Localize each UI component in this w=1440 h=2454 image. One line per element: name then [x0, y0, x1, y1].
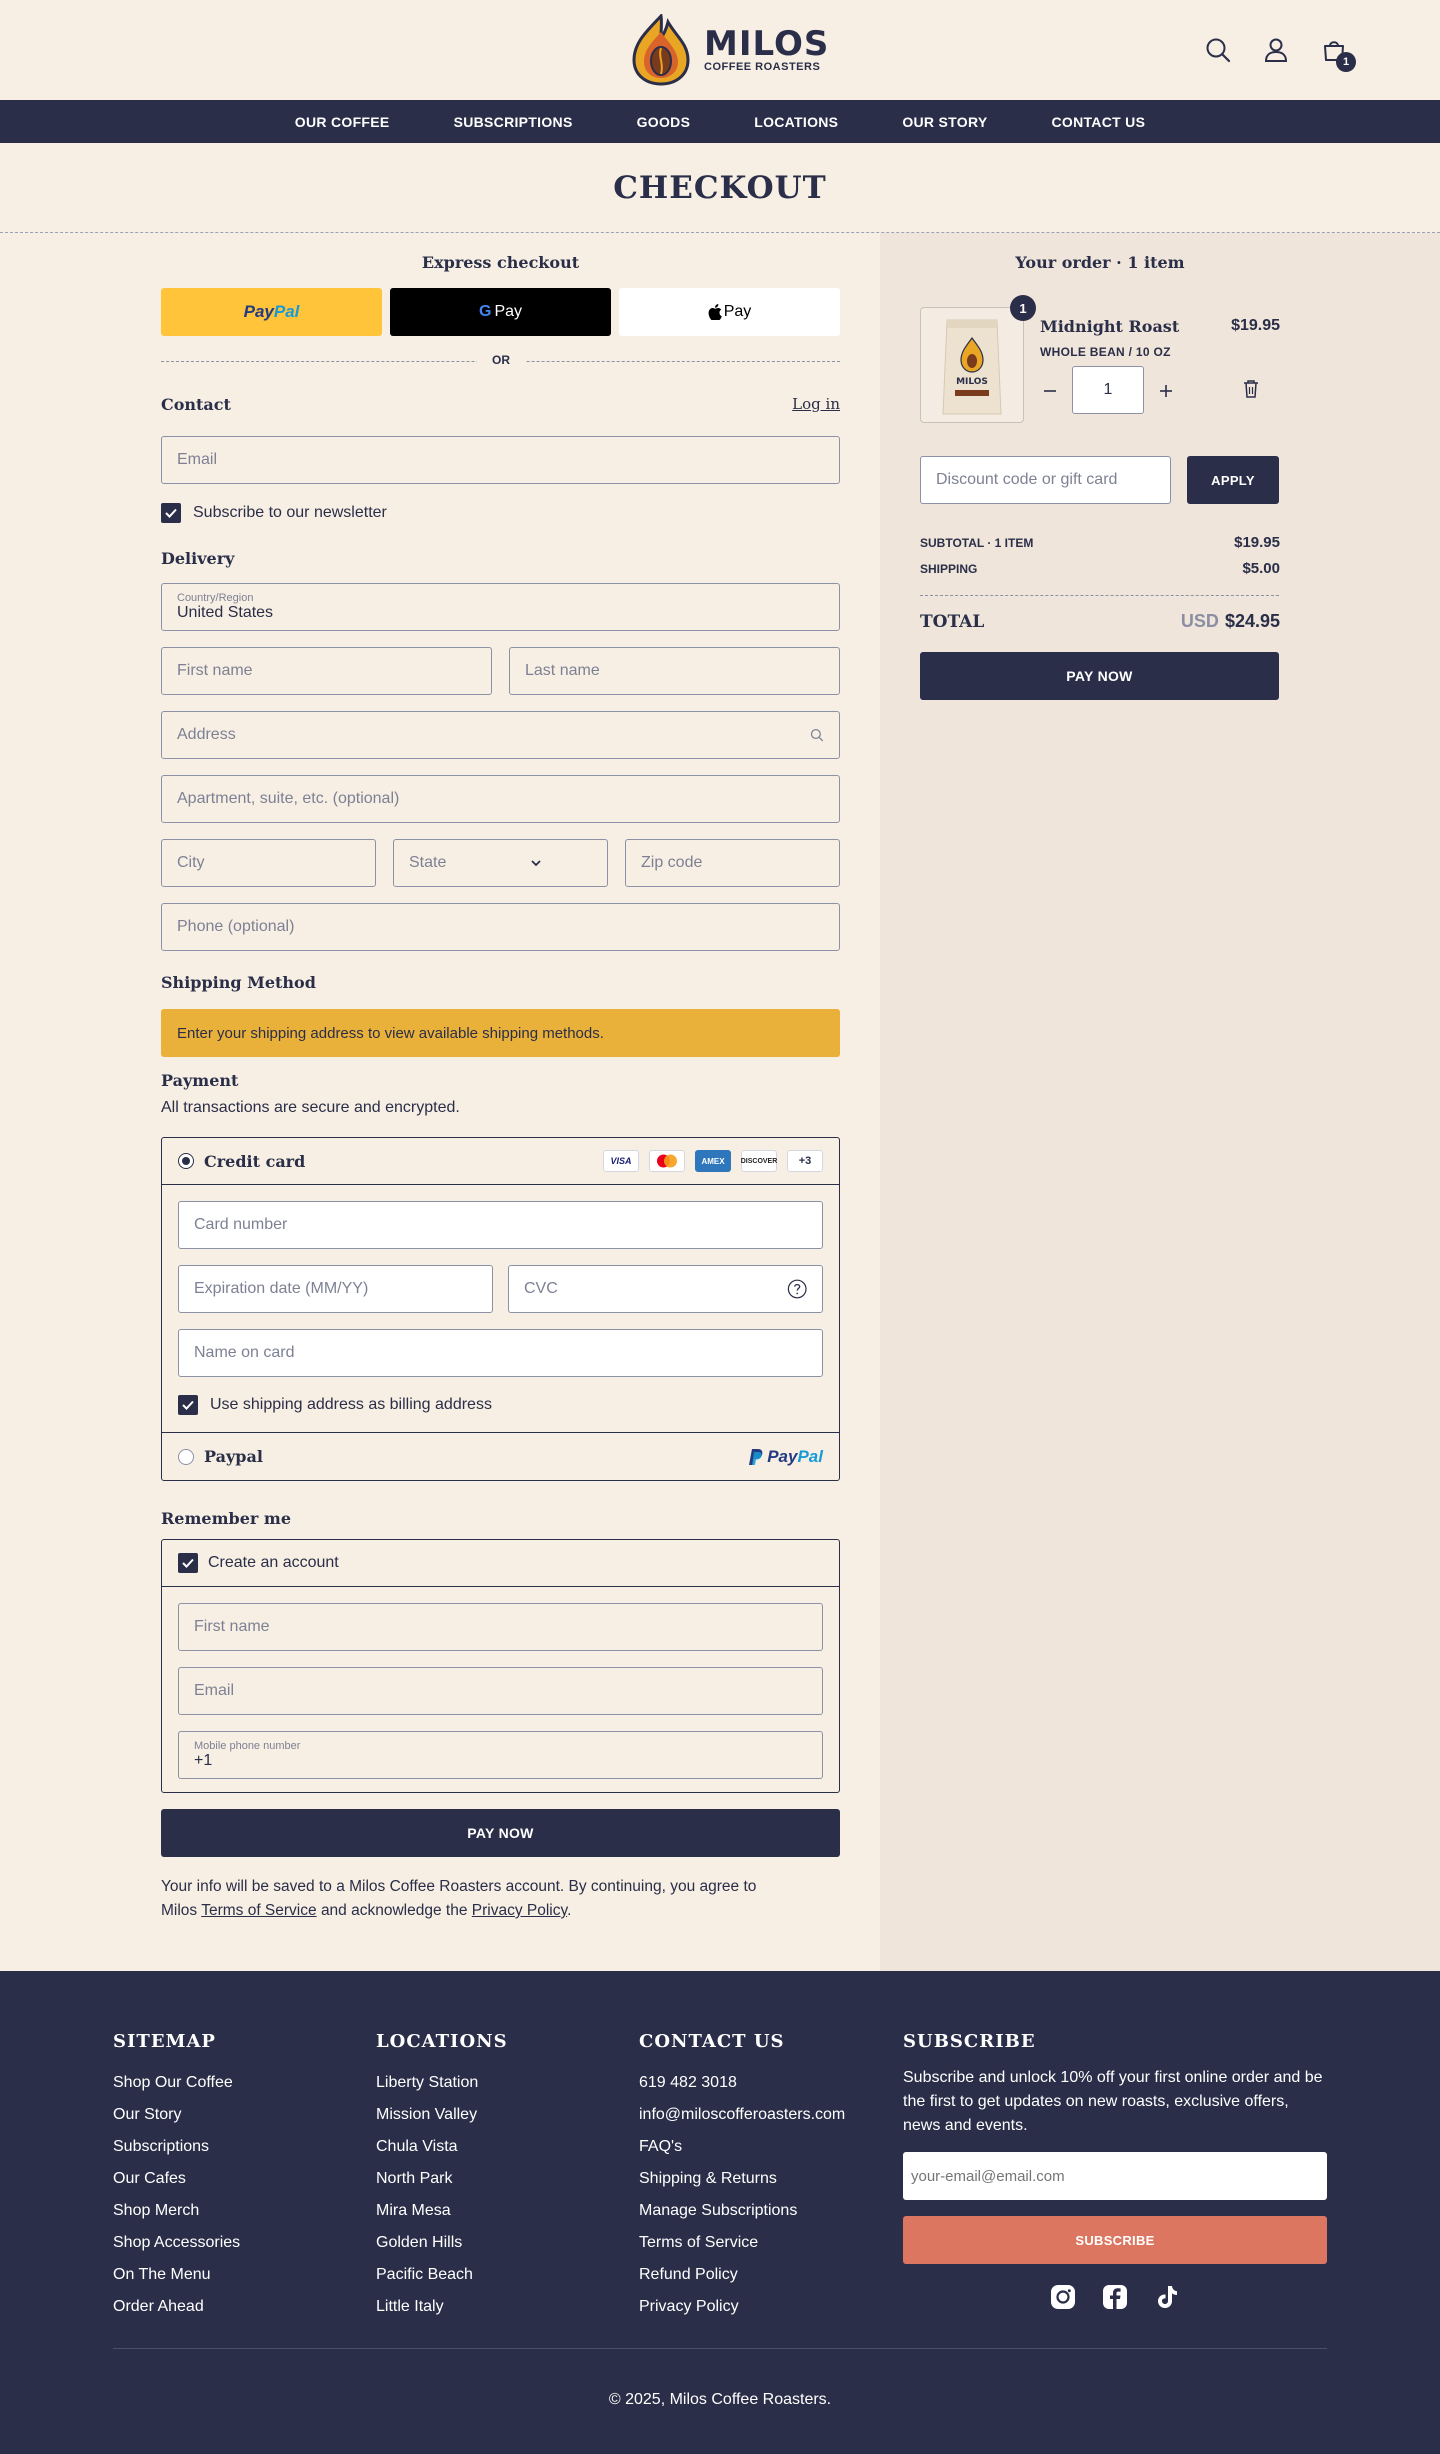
phone-input[interactable] — [177, 918, 824, 936]
paypal-radio[interactable] — [178, 1449, 194, 1465]
phone-field[interactable] — [161, 903, 840, 951]
remember-me-box — [161, 1539, 840, 1793]
minus-icon — [1042, 383, 1058, 399]
credit-card-label: Credit card — [204, 1151, 306, 1171]
footer-link[interactable]: Privacy Policy — [639, 2298, 739, 2315]
footer-copyright: © 2025, Milos Coffee Roasters. — [608, 2391, 832, 2408]
topbar — [0, 0, 1440, 100]
email-input[interactable] — [177, 451, 824, 469]
total-currency: USD — [1180, 611, 1219, 631]
remove-item-button[interactable] — [1242, 379, 1262, 401]
footer-link[interactable]: Mira Mesa — [376, 2202, 451, 2219]
total-label: TOTAL — [920, 612, 985, 632]
cart-icon[interactable] — [1320, 36, 1350, 68]
totals-divider — [920, 595, 1279, 596]
apple-icon — [708, 304, 722, 320]
first-name-field[interactable] — [161, 647, 492, 695]
coffee-bag-image — [921, 308, 1023, 422]
discover-icon: DISCOVER — [741, 1150, 777, 1172]
order-title: Your order · 1 item — [1015, 253, 1185, 272]
summary-pay-now-button[interactable]: PAY NOW — [920, 652, 1279, 700]
payment-title: Payment — [161, 1071, 239, 1090]
billing-same-label: Use shipping address as billing address — [210, 1396, 492, 1413]
pay-now-button[interactable]: PAY NOW — [161, 1809, 840, 1857]
city-field[interactable] — [161, 839, 376, 887]
shipping-method-title: Shipping Method — [161, 973, 316, 992]
nav-goods[interactable]: GOODS — [636, 113, 691, 130]
terms-link[interactable]: Terms of Service — [201, 1902, 317, 1919]
zip-input[interactable] — [641, 854, 824, 872]
total-value: $24.95 — [1224, 611, 1280, 631]
first-name-input[interactable] — [177, 662, 476, 680]
create-account-checkbox[interactable] — [178, 1553, 198, 1573]
payment-methods-box — [161, 1137, 840, 1481]
footer-email-input[interactable] — [911, 2168, 1319, 2185]
item-price: $19.95 — [1231, 317, 1280, 334]
paypal-p-icon — [748, 1448, 764, 1466]
order-summary — [880, 233, 1440, 1971]
footer-locations-title: LOCATIONS — [376, 2031, 508, 2052]
address-search-icon — [810, 728, 824, 742]
amex-icon: AMEX — [695, 1150, 731, 1172]
apartment-field[interactable] — [161, 775, 840, 823]
account-email-input[interactable] — [194, 1682, 807, 1700]
legal-notice — [161, 1875, 801, 1923]
logo-flame-icon — [628, 14, 694, 86]
account-icon[interactable] — [1262, 36, 1290, 64]
cvc-help-icon[interactable] — [787, 1278, 807, 1300]
legal-text-1: Your info will be saved to a Milos Coffee Roasters account. By continuing, you agree to — [161, 1878, 757, 1895]
social-links — [903, 2284, 1327, 2315]
trash-icon — [1242, 379, 1260, 399]
search-icon[interactable] — [1204, 36, 1232, 64]
footer-link[interactable]: Subscriptions — [113, 2138, 210, 2155]
contact-title: Contact — [161, 395, 231, 414]
footer-link[interactable]: Terms of Service — [639, 2234, 759, 2251]
billing-same-checkbox[interactable] — [178, 1395, 198, 1415]
apply-discount-button[interactable]: APPLY — [1187, 456, 1279, 504]
footer-link[interactable]: FAQ's — [639, 2138, 683, 2155]
footer-contact-title: CONTACT US — [639, 2031, 785, 2052]
chevron-down-icon — [530, 859, 542, 867]
zip-field[interactable] — [625, 839, 840, 887]
header-icons — [1204, 36, 1350, 68]
footer-sitemap — [113, 2031, 240, 2330]
newsletter-label: Subscribe to our newsletter — [193, 504, 387, 521]
paypal-logo-pay-text: Pay — [767, 1446, 798, 1466]
facebook-icon[interactable] — [1102, 2284, 1128, 2315]
login-link[interactable]: Log in — [792, 395, 840, 413]
brand-tagline: COFFEE ROASTERS — [704, 61, 821, 73]
card-number-field[interactable] — [178, 1201, 823, 1249]
address-field[interactable] — [161, 711, 840, 759]
footer-link[interactable]: Liberty Station — [376, 2074, 479, 2091]
footer-link[interactable]: Shop Merch — [113, 2202, 200, 2219]
item-quantity-badge: 1 — [1010, 295, 1036, 321]
nav-our-coffee[interactable]: OUR COFFEE — [294, 113, 390, 130]
legal-text-2: Milos — [161, 1902, 198, 1919]
card-number-input[interactable] — [194, 1216, 807, 1234]
footer-link[interactable]: Refund Policy — [639, 2266, 738, 2283]
nav-contact-us[interactable]: CONTACT US — [1051, 113, 1146, 130]
subtotal-label: SUBTOTAL · 1 ITEM — [920, 536, 1034, 550]
shipping-label: SHIPPING — [920, 562, 978, 576]
site-header — [0, 0, 1440, 233]
credit-card-radio[interactable] — [178, 1153, 194, 1169]
footer-link[interactable]: Shop Accessories — [113, 2234, 241, 2251]
account-first-name-input[interactable] — [194, 1618, 807, 1636]
legal-text-3: and acknowledge the — [320, 1902, 468, 1919]
last-name-field[interactable] — [509, 647, 840, 695]
card-brand-logos — [603, 1150, 823, 1172]
footer-email-field[interactable] — [903, 2152, 1327, 2200]
applepay-label: Pay — [723, 303, 752, 320]
site-footer — [0, 1971, 1440, 2454]
address-input[interactable] — [177, 726, 810, 744]
country-select[interactable] — [161, 583, 840, 631]
newsletter-option[interactable] — [161, 503, 387, 523]
bag-brand-text: MILOS — [956, 377, 988, 387]
credit-card-form — [162, 1185, 839, 1433]
brand-name: MILOS — [704, 24, 830, 64]
nav-subscriptions[interactable]: SUBSCRIPTIONS — [453, 113, 573, 130]
express-checkout-title: Express checkout — [421, 253, 580, 272]
state-select[interactable] — [393, 839, 608, 887]
item-variant: WHOLE BEAN / 10 OZ — [1040, 345, 1171, 359]
country-label: Country/Region — [177, 592, 254, 604]
credit-card-option[interactable] — [162, 1138, 839, 1185]
footer-sitemap-title: SITEMAP — [113, 2031, 216, 2052]
create-account-option[interactable] — [162, 1540, 839, 1587]
country-value: United States — [177, 604, 274, 621]
brand-logo[interactable] — [628, 14, 829, 86]
footer-subscribe-title: SUBSCRIBE — [903, 2031, 1036, 2052]
cvc-field[interactable] — [508, 1265, 823, 1313]
paypal-logo-pal: Pal — [273, 302, 300, 321]
more-cards-badge: +3 — [787, 1150, 823, 1172]
remember-me-title: Remember me — [161, 1509, 291, 1528]
footer-divider — [113, 2348, 1327, 2349]
account-email-field[interactable] — [178, 1667, 823, 1715]
or-label: OR — [477, 353, 525, 367]
last-name-input[interactable] — [525, 662, 824, 680]
item-name: Midnight Roast — [1040, 317, 1180, 336]
footer-link[interactable]: On The Menu — [113, 2266, 211, 2283]
footer-locations — [376, 2031, 508, 2330]
subtotal-value: $19.95 — [1234, 534, 1280, 551]
paypal-label: Paypal — [204, 1447, 263, 1466]
footer-email-link[interactable]: info@miloscofferoasters.com — [639, 2106, 846, 2123]
discount-field[interactable] — [920, 456, 1171, 504]
applepay-express-button[interactable] — [619, 288, 840, 336]
checkout-main — [0, 233, 1440, 1971]
footer-subscribe — [903, 2031, 1327, 2315]
nav-locations[interactable]: LOCATIONS — [754, 113, 839, 130]
expiration-input[interactable] — [194, 1280, 477, 1298]
footer-phone-link[interactable]: 619 482 3018 — [639, 2074, 737, 2091]
footer-contact — [639, 2031, 845, 2330]
product-thumbnail — [920, 307, 1024, 423]
main-nav — [0, 100, 1440, 143]
plus-icon — [1158, 383, 1174, 399]
footer-link[interactable]: Mission Valley — [376, 2106, 478, 2123]
footer-link[interactable]: Our Story — [113, 2106, 182, 2123]
newsletter-checkbox[interactable] — [161, 503, 181, 523]
gpay-express-button[interactable] — [390, 288, 611, 336]
footer-link[interactable]: Our Cafes — [113, 2170, 186, 2187]
create-account-label: Create an account — [208, 1554, 339, 1571]
gpay-label: Pay — [494, 303, 523, 320]
email-field[interactable] — [161, 436, 840, 484]
paypal-logo-pal-text: Pal — [797, 1446, 823, 1466]
mobile-phone-field[interactable] — [178, 1731, 823, 1779]
footer-link[interactable]: Chula Vista — [376, 2138, 458, 2155]
tiktok-icon[interactable] — [1154, 2284, 1180, 2315]
footer-link[interactable]: Shop Our Coffee — [113, 2074, 233, 2091]
billing-same-option[interactable] — [178, 1395, 492, 1415]
quantity-input[interactable]: 1 — [1072, 366, 1144, 414]
paypal-express-button[interactable] — [161, 288, 382, 336]
delivery-title: Delivery — [161, 549, 235, 568]
quantity-decrease-button[interactable] — [1040, 381, 1060, 401]
account-first-name-field[interactable] — [178, 1603, 823, 1651]
mobile-phone-label: Mobile phone number — [194, 1740, 301, 1752]
footer-link[interactable]: Pacific Beach — [376, 2266, 473, 2283]
shipping-notice: Enter your shipping address to view available shipping methods. — [161, 1009, 840, 1057]
footer-link[interactable]: North Park — [376, 2170, 453, 2187]
instagram-icon[interactable] — [1050, 2284, 1076, 2315]
visa-icon: VISA — [603, 1150, 639, 1172]
page-title: CHECKOUT — [613, 169, 827, 206]
footer-link[interactable]: Shipping & Returns — [639, 2170, 777, 2187]
paypal-logo-pay: Pay — [243, 302, 274, 321]
paypal-logo — [748, 1447, 823, 1467]
google-g-icon: G — [478, 303, 492, 320]
cvc-input[interactable] — [524, 1280, 787, 1298]
mastercard-icon — [649, 1150, 685, 1172]
footer-link[interactable]: Golden Hills — [376, 2234, 463, 2251]
expiration-field[interactable] — [178, 1265, 493, 1313]
shipping-value: $5.00 — [1242, 560, 1280, 577]
payment-subtitle: All transactions are secure and encrypted. — [161, 1099, 460, 1116]
footer-subscribe-text: Subscribe and unlock 10% off your first online order and be the first to get updates on new roasts, exclusive offers, news and events. — [903, 2069, 1323, 2134]
total-amount — [1181, 611, 1280, 632]
apartment-input[interactable] — [177, 790, 824, 808]
footer-link[interactable]: Order Ahead — [113, 2298, 204, 2315]
legal-text-4: . — [567, 1902, 572, 1919]
checkout-form — [0, 233, 880, 1971]
discount-input[interactable] — [936, 471, 1155, 489]
footer-subscribe-button[interactable]: SUBSCRIBE — [903, 2216, 1327, 2264]
name-on-card-field[interactable] — [178, 1329, 823, 1377]
privacy-link[interactable]: Privacy Policy — [471, 1902, 568, 1919]
state-placeholder: State — [409, 854, 447, 871]
footer-link[interactable]: Little Italy — [376, 2298, 444, 2315]
name-on-card-input[interactable] — [194, 1344, 807, 1362]
city-input[interactable] — [177, 854, 360, 872]
footer-link[interactable]: Manage Subscriptions — [639, 2202, 798, 2219]
paypal-option[interactable] — [162, 1433, 839, 1480]
nav-our-story[interactable]: OUR STORY — [902, 113, 988, 130]
cart-count-badge: 1 — [1336, 52, 1356, 72]
quantity-increase-button[interactable] — [1156, 381, 1176, 401]
mobile-phone-value: +1 — [194, 1752, 213, 1769]
page-title-bar — [0, 143, 1440, 233]
